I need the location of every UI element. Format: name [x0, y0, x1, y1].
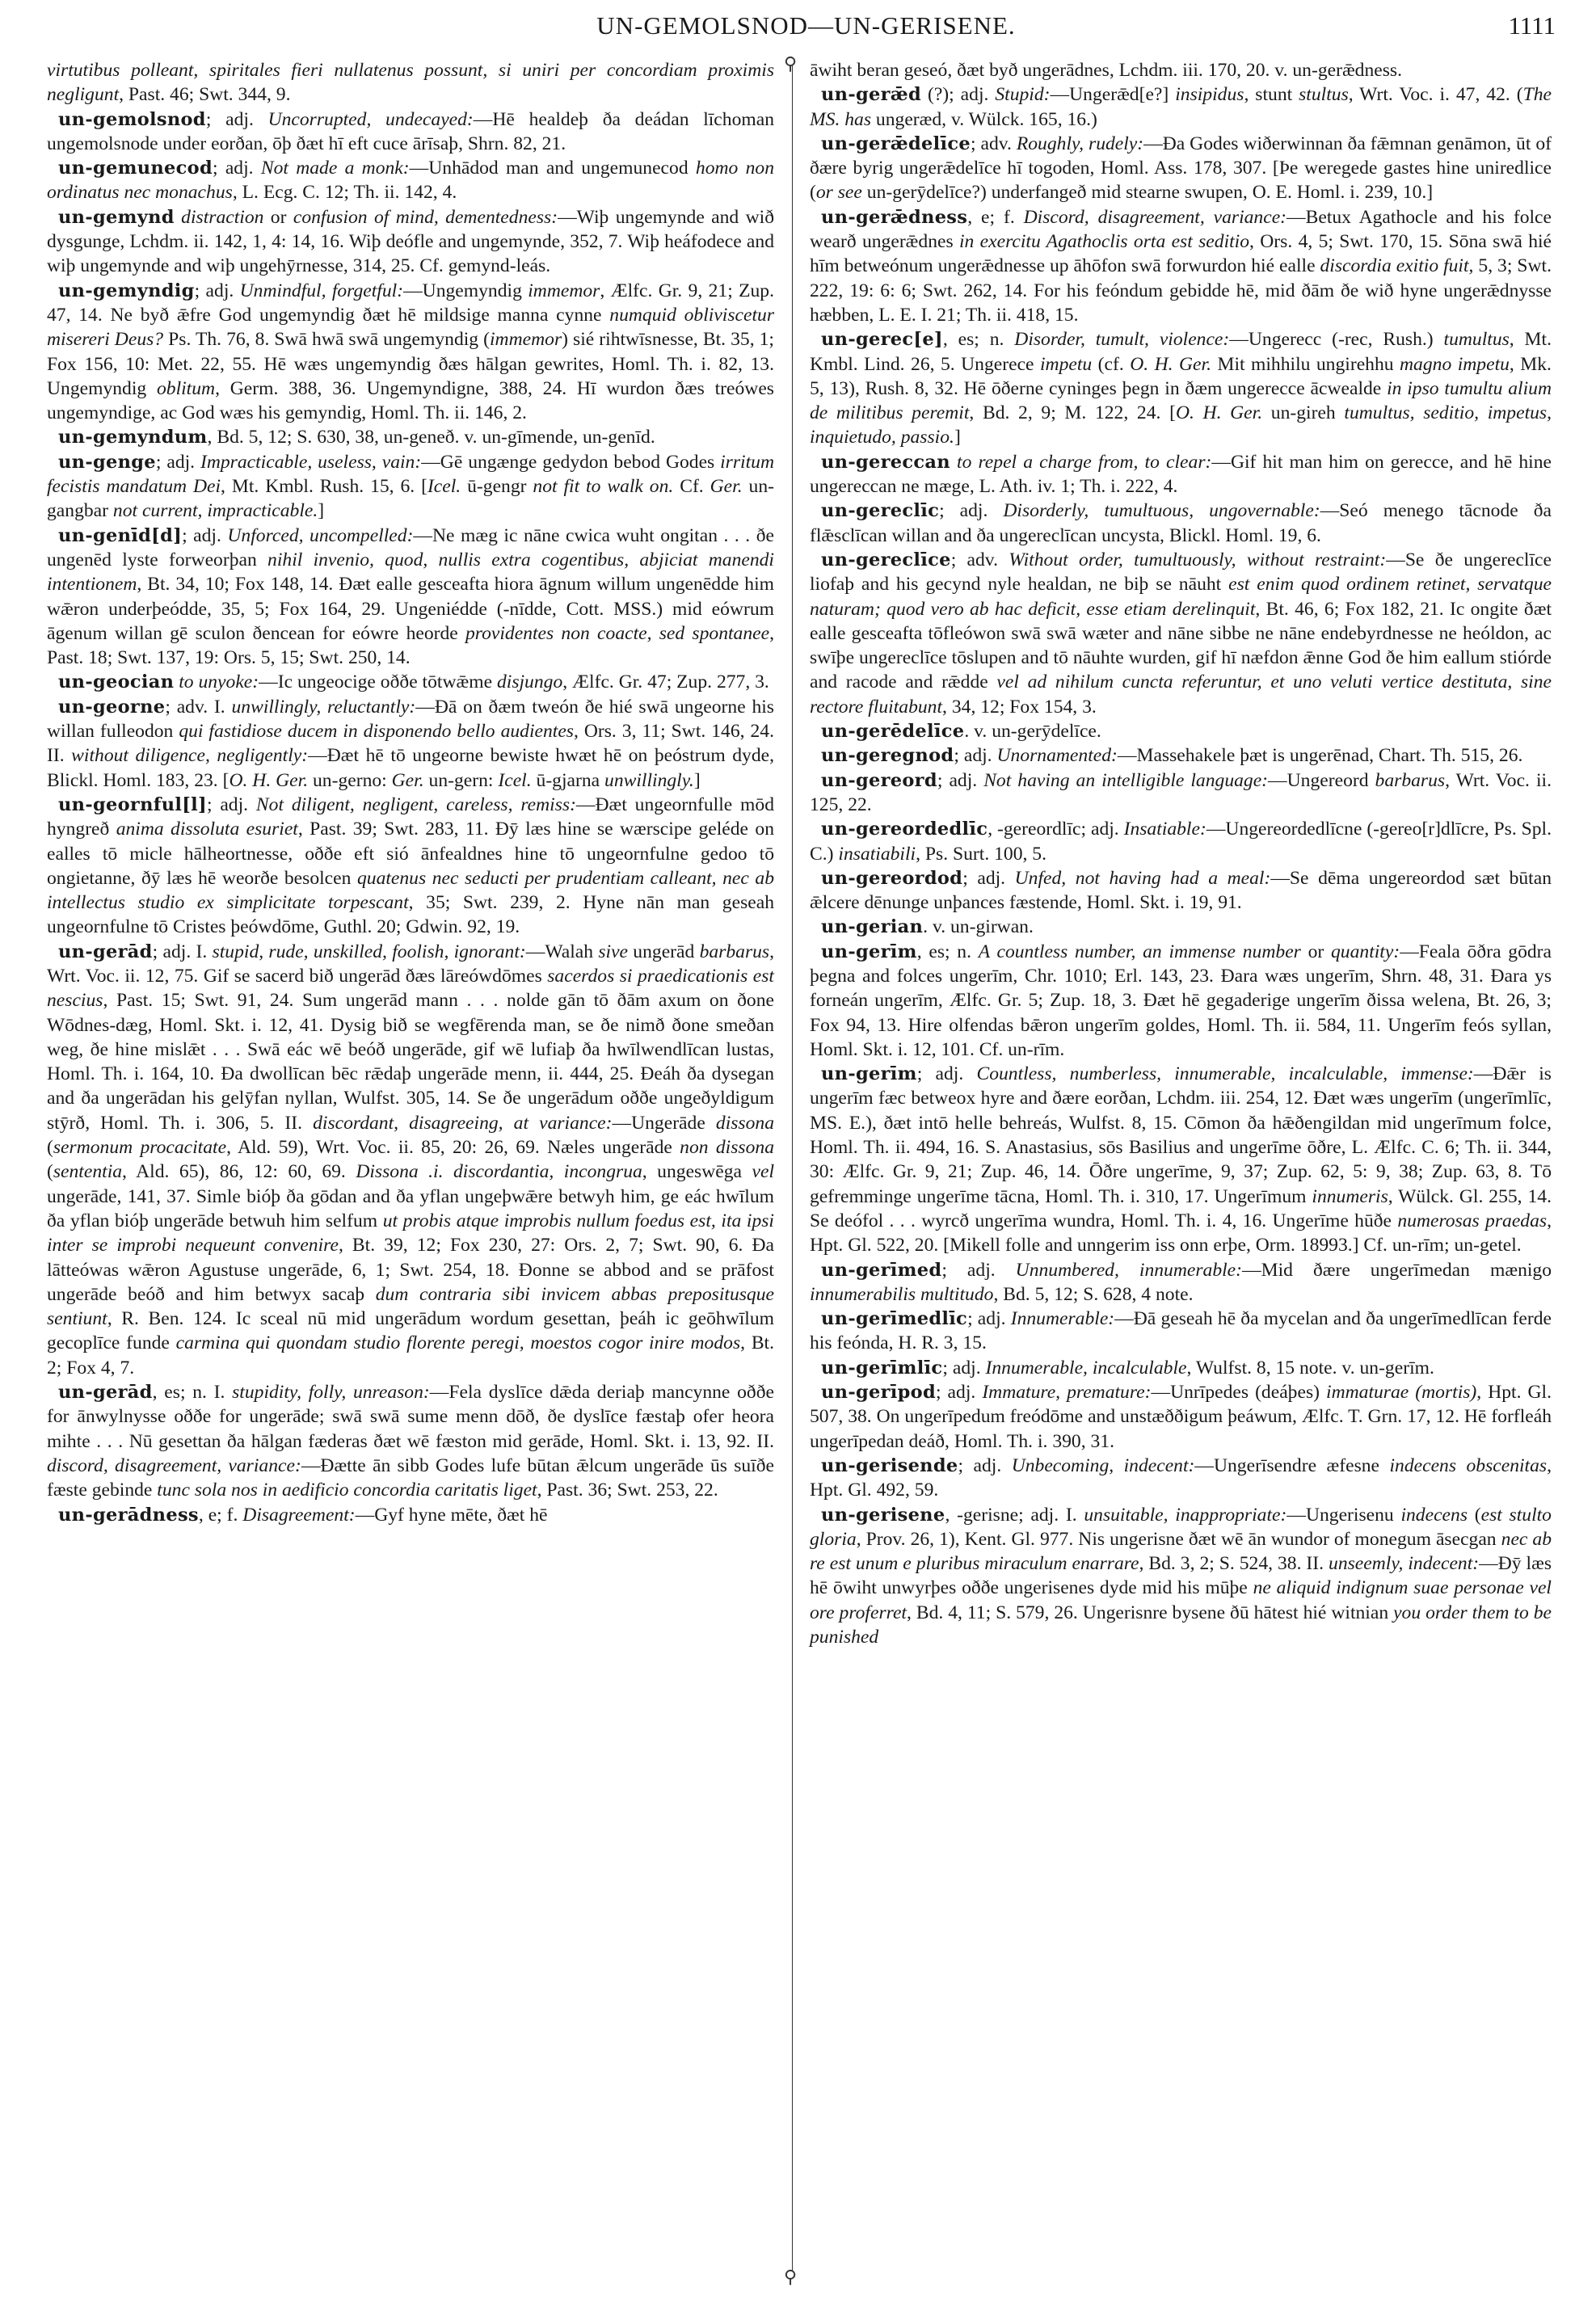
entry-headword: un-gereord: [821, 769, 937, 791]
dictionary-entry: [810, 132, 1552, 205]
dictionary-entry: [47, 940, 774, 1380]
dictionary-entry: [47, 107, 774, 157]
entry-headword: un-gemolsnod: [58, 108, 206, 130]
dictionary-entry: [810, 82, 1552, 132]
entry-body: ; adj. Unnumbered, innumerable:—Mid ðære ungerīmedan mænigo innumerabilis multitudo, Bd. 5, 12; S. 628, 4 note.: [810, 1259, 1552, 1305]
entry-body: ; adj. Not made a monk:—Unhādod man and ungemunecod homo non ordinatus nec monachus, L. Ecg. C. 12; Th. ii. 142, 4.: [47, 158, 775, 204]
entry-headword: un-gemunecod: [58, 158, 213, 179]
entry-headword: un-gerǣdness: [821, 206, 968, 228]
dictionary-entry: [810, 327, 1552, 449]
dictionary-entry: [810, 866, 1552, 916]
dictionary-entry: [810, 1258, 1552, 1307]
entry-body: ; adj. Not diligent, negligent, careless, remiss:—Ðæt ungeornfulle mōd hyngreð anima dissoluta esuriet, Past. 39; Swt. 283, 11. Ðȳ læs hine se wærscipe geléde on ealles tō micle hālheortnesse, oððe eft sió ānfealdnes hine tō ungeornfulne gedoo tō ongietanne, ðȳ læs hē weorðe besolcen quatenus nec seducti per prudentiam calleant, nec ab intellectus studio ex simplicitate torpescant, 35; Swt. 239, 2. Hyne nān man geseah ungeornfulne tō Cristes þeówdōme, Guthl. 20; Gdwin. 92, 19.: [47, 793, 775, 938]
dictionary-entry: [810, 58, 1552, 82]
dictionary-entry: [810, 940, 1552, 1062]
entry-body: ; adj. Not having an intelligible language:—Ungereord barbarus, Wrt. Voc. ii. 125, 22.: [810, 769, 1552, 815]
page-header: [48, 11, 1564, 47]
entry-headword: un-gerēdelīce: [821, 721, 965, 743]
entry-headword: un-gerisene: [821, 1504, 945, 1526]
dictionary-entry: [810, 548, 1552, 719]
entry-body: ; adv. Without order, tumultuously, without restraint:—Se ðe ungereclīce liofaþ and his gecynd nyle healdan, ne biþ se nāuht est enim quod ordinem retinet, servatque naturam; quod vero ab hac deficit, esse etiam derelinquit, Bt. 46, 6; Fox 182, 21. Ic ongite ðæt ealle gesceafta tōfleówon swā swā wæter and nāne sibbe ne nāne endebyrdnesse ne heóldon, ac swīþe ungereclīce tōslupen and tō nāuhte wurden, gif hī næfdon ǣnne God ðe him eallum stiórde and racode and rǣdde vel ad nihilum cuncta referuntur, et uno veluti vertice destituta, sine rectore fluitabunt, 34, 12; Fox 154, 3.: [810, 549, 1552, 718]
entry-body: virtutibus polleant, spiritales fieri nullatenus possunt, si uniri per concordiam proximis negligunt, Past. 46; Swt. 344, 9.: [47, 60, 774, 106]
dictionary-entry: [810, 450, 1552, 499]
entry-headword: un-genīd[d]: [58, 524, 183, 546]
entry-headword: un-gerīm: [821, 1063, 917, 1085]
entry-headword: un-gerād: [58, 1382, 153, 1404]
ornament-icon: ⚲: [784, 2267, 798, 2287]
dictionary-entry: [47, 156, 774, 205]
dictionary-entry: [810, 499, 1552, 548]
entry-headword: un-gerād: [58, 941, 153, 962]
dictionary-entry: [47, 524, 774, 671]
dictionary-entry: [47, 1380, 774, 1502]
entry-body: , es; n. A countless number, an immense number or quantity:—Feala ōðra gōdra þegna and folces ungerīm, Chr. 1010; Erl. 143, 23. Ðara wæs ungerīm, Shrn. 48, 31. Ðara ys forneán ungerīm, Ælfc. Gr. 5; Zup. 18, 3. Ðæt hē gegaderige ungerīm ðissa welena, Bt. 26, 3; Fox 94, 13. Hire olfendas bǣron ungerīm goldes, Homl. Th. ii. 584, 11. Ungerīm feós syllan, Homl. Skt. i. 12, 101. Cf. un-rīm.: [810, 941, 1552, 1060]
entry-body: (?); adj. Stupid:—Ungerǣd[e?] insipidus, stunt stultus, Wrt. Voc. i. 47, 42. (The MS. has ungeræd, v. Wülck. 165, 16.): [810, 84, 1552, 130]
entry-headword: un-geocian: [58, 671, 175, 693]
entry-body: , e; f. Disagreement:—Gyf hyne mēte, ðæt hē: [198, 1504, 548, 1526]
dictionary-entry: [810, 817, 1552, 866]
dictionary-entry: [47, 695, 774, 793]
entry-headword: un-gerīmed: [821, 1259, 942, 1281]
entry-body: ; adj. Disorderly, tumultuous, ungovernable:—Seó menego tācnode ða flǣsclīcan willan and ða ungereclīcan uncysta, Blickl. Homl. 19, 6.: [810, 500, 1552, 546]
entry-headword: un-gemyndig: [58, 280, 195, 301]
entry-headword: un-gerǣdelīce: [821, 133, 971, 154]
dictionary-entry: [810, 1380, 1552, 1454]
entry-headword: un-gerīpod: [821, 1382, 936, 1404]
entry-body: ; adj. Uncorrupted, undecayed:—Hē healdeþ ða deádan līchoman ungemolsnode under eorðan, ōþ ðæt hī eft cuce ārīsaþ, Shrn. 82, 21.: [47, 108, 774, 154]
dictionary-entry: [810, 205, 1552, 327]
dictionary-entry: [810, 719, 1552, 743]
entry-body: ; adj. Countless, numberless, innumerable, incalculable, immense:—Ðǣr is ungerīm fæc betweox hyre and ðære eorðan, Lchdm. iii. 254, 12. Ðæt wæs ungerīm (ungerīmlīc, MS. E.), ðæt intō helle behreás, Wulfst. 8, 15. Cōmon ða hǣðengildan mid ungerīmum folce, Homl. Th. ii. 494, 16. S. Anastasius, sōs Basilius and ungerīme ōðre, L. Ælfc. C. 6; Th. ii. 344, 30: Ælfc. Gr. 9, 21; Zup. 46, 14. Ōðre ungerīme, 9, 37; Zup. 62, 5: 9, 38; Zup. 63, 8. Tō gefremminge ungerīme tācna, Homl. Th. i. 310, 17. Ungerīmum innumeris, Wülck. Gl. 255, 14. Se deófol . . . wyrcð ungerīma wundra, Homl. Th. i. 4, 16. Ungerīme hūðe numerosas praedas, Hpt. Gl. 522, 20. [Mikell folle and unngerim iss onn erþe, Orm. 18993.] Cf. un-rīm; un-getel.: [810, 1063, 1552, 1257]
dictionary-entry: [47, 425, 774, 449]
entry-body: ; adj. Unmindful, forgetful:—Ungemyndig immemor, Ælfc. Gr. 9, 21; Zup. 47, 14. Ne byð ǣfre God ungemyndig ðæt hē mildsige manna cynne numquid obliviscetur misereri Deus? Ps. Th. 76, 8. Swā hwā swā ungemyndig (immemor) sié rihtwīsnesse, Bt. 35, 1; Fox 156, 10: Met. 22, 55. Hē wæs ungemyndig ðæs hālgan gewrites, Homl. Th. i. 82, 13. Ungemyndig oblitum, Germ. 388, 36. Ungemyndigne, 388, 24. Hī wurdon ðæs treówes ungemyndige, ac God wæs his gemyndig, Homl. Th. ii. 146, 2.: [47, 280, 775, 424]
entry-headword: un-georne: [58, 696, 166, 718]
entry-headword: un-gerec[e]: [821, 329, 943, 351]
dictionary-entry: [47, 279, 774, 426]
entry-body: ; adv. I. unwillingly, reluctantly:—Ðā on ðæm tweón ðe hié swā ungeorne his willan fulleodon qui fastidiose ducem in disponendo bello audientes, Ors. 3, 11; Swt. 146, 24. II. without diligence, negligently:—Ðæt hē tō ungeorne bewiste hwæt hē on þeóstrum dyde, Blickl. Homl. 183, 23. [O. H. Ger. un-gerno: Ger. un-gern: Icel. ū-gjarna unwillingly.]: [47, 696, 774, 791]
dictionary-entry: [47, 670, 774, 694]
dictionary-entry: [47, 793, 774, 940]
entry-headword: un-gerian: [821, 916, 924, 938]
entry-headword: un-gereordod: [821, 867, 963, 889]
right-column: [810, 58, 1552, 1649]
entry-body: , es; n. Disorder, tumult, violence:—Ungerecc (-rec, Rush.) tumultus, Mt. Kmbl. Lind. 26, 5. Ungerece impetu (cf. O. H. Ger. Mit mihhilu ungirehhu magno impetu, Mk. 5, 13), Rush. 8, 32. Hē ōðerne cyninges þegn in ðæm ungerecce ācwealde in ipso tumultu alium de militibus peremit, Bd. 2, 9; M. 122, 24. [O. H. Ger. un-gireh tumultus, seditio, impetus, inquietudo, passio.]: [810, 329, 1552, 448]
entry-headword: un-gerādness: [58, 1504, 199, 1526]
entry-body: ; adj. Immature, premature:—Unrīpedes (deáþes) immaturae (mortis), Hpt. Gl. 507, 38. On ungerīpedum freódōme and unstæððigum þeáwum, Ælfc. T. Grn. 17, 12. Hē forfleáh ungerīpedan deáð, Homl. Th. i. 390, 31.: [810, 1382, 1552, 1452]
entry-body: ; adj. Unbecoming, indecent:—Ungerīsendre æfesne indecens obscenitas, Hpt. Gl. 492, 59.: [810, 1454, 1552, 1501]
entry-body: ; adj. Innumerable:—Ðā geseah hē ða mycelan and ða ungerīmedlīcan ferde his feónda, H. R. 3, 15.: [810, 1308, 1552, 1354]
dictionary-entry: [47, 58, 774, 107]
dictionary-entry: [47, 450, 774, 524]
entry-headword: un-geregnod: [821, 745, 954, 767]
entry-body: ; adj. Unforced, uncompelled:—Ne mæg ic nāne cwica wuht ongitan . . . ðe ungenēd lyste forweorþan nihil invenio, quod, nullis extra cogentibus, abjiciat manendi intentionem, Bt. 34, 10; Fox 148, 14. Ðæt ealle gesceafta hiora āgnum willum ungenēdde him wǣron underþeódde, 35, 5; Fox 164, 29. Ungeniédde (-nīdde, Cott. MSS.) mid eówrum āgenum willan gē sculon ðencean for eówre heorde providentes non coacte, sed spontanee, Past. 18; Swt. 137, 19: Ors. 5, 15; Swt. 250, 14.: [47, 524, 774, 669]
page-number: 1111: [1508, 11, 1556, 40]
column-divider: [792, 65, 793, 2271]
entry-headword: un-gerǣd: [821, 84, 922, 106]
entry-body: ; adj. Innumerable, incalculable, Wulfst. 8, 15 note. v. un-gerīm.: [942, 1357, 1434, 1379]
dictionary-entry: [810, 1356, 1552, 1380]
page-title: UN-GEMOLSNOD—UN-GERISENE.: [596, 11, 1016, 40]
entry-body: , e; f. Discord, disagreement, variance:—Betux Agathocle and his folce wearð ungerǣdnes in exercitu Agathoclis orta est seditio, Ors. 4, 5; Swt. 170, 15. Sōna swā hié hīm betweónum ungerǣdnesse up āhōfon swā forwurdon hié ealle discordia exitio fuit, 5, 3; Swt. 222, 19: 6: 6; Swt. 262, 14. For his feóndum gebidde hē, mid ðām ðe wið hyne ungerǣdnysse hæbben, L. E. I. 21; Th. ii. 418, 15.: [810, 206, 1552, 326]
entry-body: , -gerisne; adj. I. unsuitable, inappropriate:—Ungerisenu indecens (est stulto gloria, Prov. 26, 1), Kent. Gl. 977. Nis ungerisne ðæt wē ān wundor of monegum āsecgan nec ab re est unum e pluribus miraculum enarrare, Bd. 3, 2; S. 524, 38. II. unseemly, indecent:—Ðȳ læs hē ōwiht unwyrþes oððe ungerisenes dyde mid his mūþe ne aliquid indignum suae personae vel ore proferret, Bd. 4, 11; S. 579, 26. Ungerisnre bysene ðū hātest hié witnian you order them to be punished: [810, 1504, 1552, 1648]
entry-headword: un-gemyndum: [58, 427, 208, 448]
entry-body: distraction or confusion of mind, dementedness:—Wiþ ungemynde and wið dysgunge, Lchdm. ii. 142, 1, 4: 14, 16. Wiþ deófle and ungemynde, 352, 7. Wiþ heáfodece and wiþ ungemynde and wiþ ungehȳrnesse, 314, 25. Cf. gemynd-leás.: [47, 206, 775, 277]
entry-body: , es; n. I. stupidity, folly, unreason:—Fela dyslīce dǣda deriaþ mancynne oððe for ānwylnysse oððe for ungerāde; swā swā sume menn dōð, ðe dyslīce fæstaþ ofer heora mihte . . . Nū gesettan ða hālgan fæderas ðæt wē fæston mid gerāde, Homl. Skt. i. 13, 92. II. discord, disagreement, variance:—Ðætte ān sibb Godes lufe būtan ǣlcum ungerāde ūs suīðe fæste gebinde tunc sola nos in aedificio concordia caritatis liget, Past. 36; Swt. 253, 22.: [47, 1382, 774, 1501]
entry-body: ; adj. Unfed, not having had a meal:—Se dēma ungereordod sæt būtan ǣlcere dēnunge unþances fæstende, Homl. Skt. i. 19, 91.: [810, 867, 1552, 914]
dictionary-entry: [47, 205, 774, 279]
dictionary-entry: [810, 743, 1552, 768]
ornament-icon: ⚲: [784, 53, 798, 74]
dictionary-entry: [810, 768, 1552, 818]
dictionary-entry: [810, 1062, 1552, 1257]
entry-body: , -gereordlīc; adj. Insatiable:—Ungereordedlīcne (-gereo[r]dlīcre, Ps. Spl. C.) insatiabili, Ps. Surt. 100, 5.: [810, 819, 1552, 865]
dictionary-entry: [810, 915, 1552, 939]
entry-headword: un-gemynd: [58, 206, 175, 228]
entry-headword: un-gereclīc: [821, 500, 940, 522]
dictionary-entry: [810, 1454, 1552, 1503]
entry-headword: un-geornful[l]: [58, 793, 207, 815]
entry-body: ; adj. Impracticable, useless, vain:—Gē ungænge gedydon bebod Godes irritum fecistis mandatum Dei, Mt. Kmbl. Rush. 15, 6. [Icel. ū-gengr not fit to walk on. Cf. Ger. un-gangbar not current, impracticable.]: [47, 451, 774, 522]
entry-headword: un-gereclīce: [821, 549, 951, 570]
entry-body: . v. un-gerȳdelīce.: [964, 721, 1101, 743]
entry-body: , Bd. 5, 12; S. 630, 38, un-geneð. v. un-gīmende, un-genīd.: [207, 427, 655, 448]
dictionary-entry: [810, 1307, 1552, 1356]
entry-body: āwiht beran geseó, ðæt byð ungerādnes, Lchdm. iii. 170, 20. v. un-gerǣdness.: [810, 60, 1403, 81]
entry-body: to repel a charge from, to clear:—Gif hit man him on gerecce, and hē hine ungereccan ne mæge, L. Ath. iv. 1; Th. i. 222, 4.: [810, 451, 1552, 498]
entry-headword: un-gerīmlīc: [821, 1357, 943, 1379]
entry-headword: un-genge: [58, 451, 156, 473]
entry-headword: un-gereordedlīc: [821, 819, 988, 840]
entry-body: ; adv. Roughly, rudely:—Ða Godes wiðerwinnan ða fǣmnan genāmon, ūt of ðære byrig ungerǣdelīce hī togoden, Homl. Ass. 178, 307. [Þe weregede gastes hine uniredlice (or see un-gerȳdelīce?) underfangeð mid stearne swupen, O. E. Homl. i. 239, 10.]: [810, 133, 1552, 204]
left-column: [47, 58, 774, 1527]
entry-headword: un-gerīm: [821, 941, 917, 962]
entry-headword: un-gereccan: [821, 451, 950, 473]
entry-body: . v. un-girwan.: [923, 916, 1034, 938]
entry-body: ; adj. I. stupid, rude, unskilled, foolish, ignorant:—Walah sive ungerād barbarus, Wrt. Voc. ii. 12, 75. Gif se sacerd bið ungerād ðæs lāreówdōmes sacerdos si praedicationis est nescius, Past. 15; Swt. 91, 24. Sum ungerād mann . . . nolde gān tō ðām axum on ðone Wōdnes-dæg, Homl. Skt. i. 12, 41. Dysig bið se wegfērenda man, se ðe nimð ðone smeðan weg, ðe hine mislǣt . . . Swā eác wē beóð ungerāde, gif wē lufiaþ ða hwīlwendlīcan lustas, Homl. Th. i. 164, 10. Ða dwollīcan bēc rǣdaþ ungerāde menn, ii. 444, 25. Ðeáh ða dysegan and ða ungerādan his gelȳfan nyllan, Wulfst. 305, 14. Se ðe ungerādum oððe ungeðyldigum stȳrð, Homl. Th. i. 306, 5. II. discordant, disagreeing, at variance:—Ungerāde dissona (sermonum procacitate, Ald. 59), Wrt. Voc. ii. 85, 20: 26, 69. Næles ungerāde non dissona (sententia, Ald. 65), 86, 12: 60, 69. Dissona .i. discordantia, incongrua, ungeswēga vel ungerāde, 141, 37. Simle bióþ ða gōdan and ða yflan ungeþwǣre betwyh him, ge eác hwīlum ða yflan bióþ ungerāde betwuh him selfum ut probis atque improbis nullum foedus est, ita ipsi inter se improbi nequeunt convenire, Bt. 39, 12; Fox 230, 27: Ors. 2, 7; Swt. 90, 6. Ða lātteówas wǣron Agustuse ungerāde, 6, 1; Swt. 254, 18. Ðonne se abbod and se prāfost ungerāde beóð and him betwyx sacaþ dum contraria sibi invicem abbas prepositusque sentiunt, R. Ben. 124. Ic sceal nū mid ungerādum wordum gesettan, þeáh ic geōhwīlum gecoplīce funde carmina qui quondam studio florente peregi, moestos cogor inire modos, Bt. 2; Fox 4, 7.: [47, 941, 775, 1379]
entry-headword: un-gerīmedlīc: [821, 1308, 968, 1330]
entry-headword: un-gerisende: [821, 1454, 958, 1476]
entry-body: to unyoke:—Ic ungeocige oððe tōtwǣme disjungo, Ælfc. Gr. 47; Zup. 277, 3.: [179, 671, 769, 693]
dictionary-entry: [47, 1503, 774, 1527]
dictionary-entry: [810, 1503, 1552, 1650]
entry-body: ; adj. Unornamented:—Massehakele þæt is ungerēnad, Chart. Th. 515, 26.: [954, 745, 1523, 767]
